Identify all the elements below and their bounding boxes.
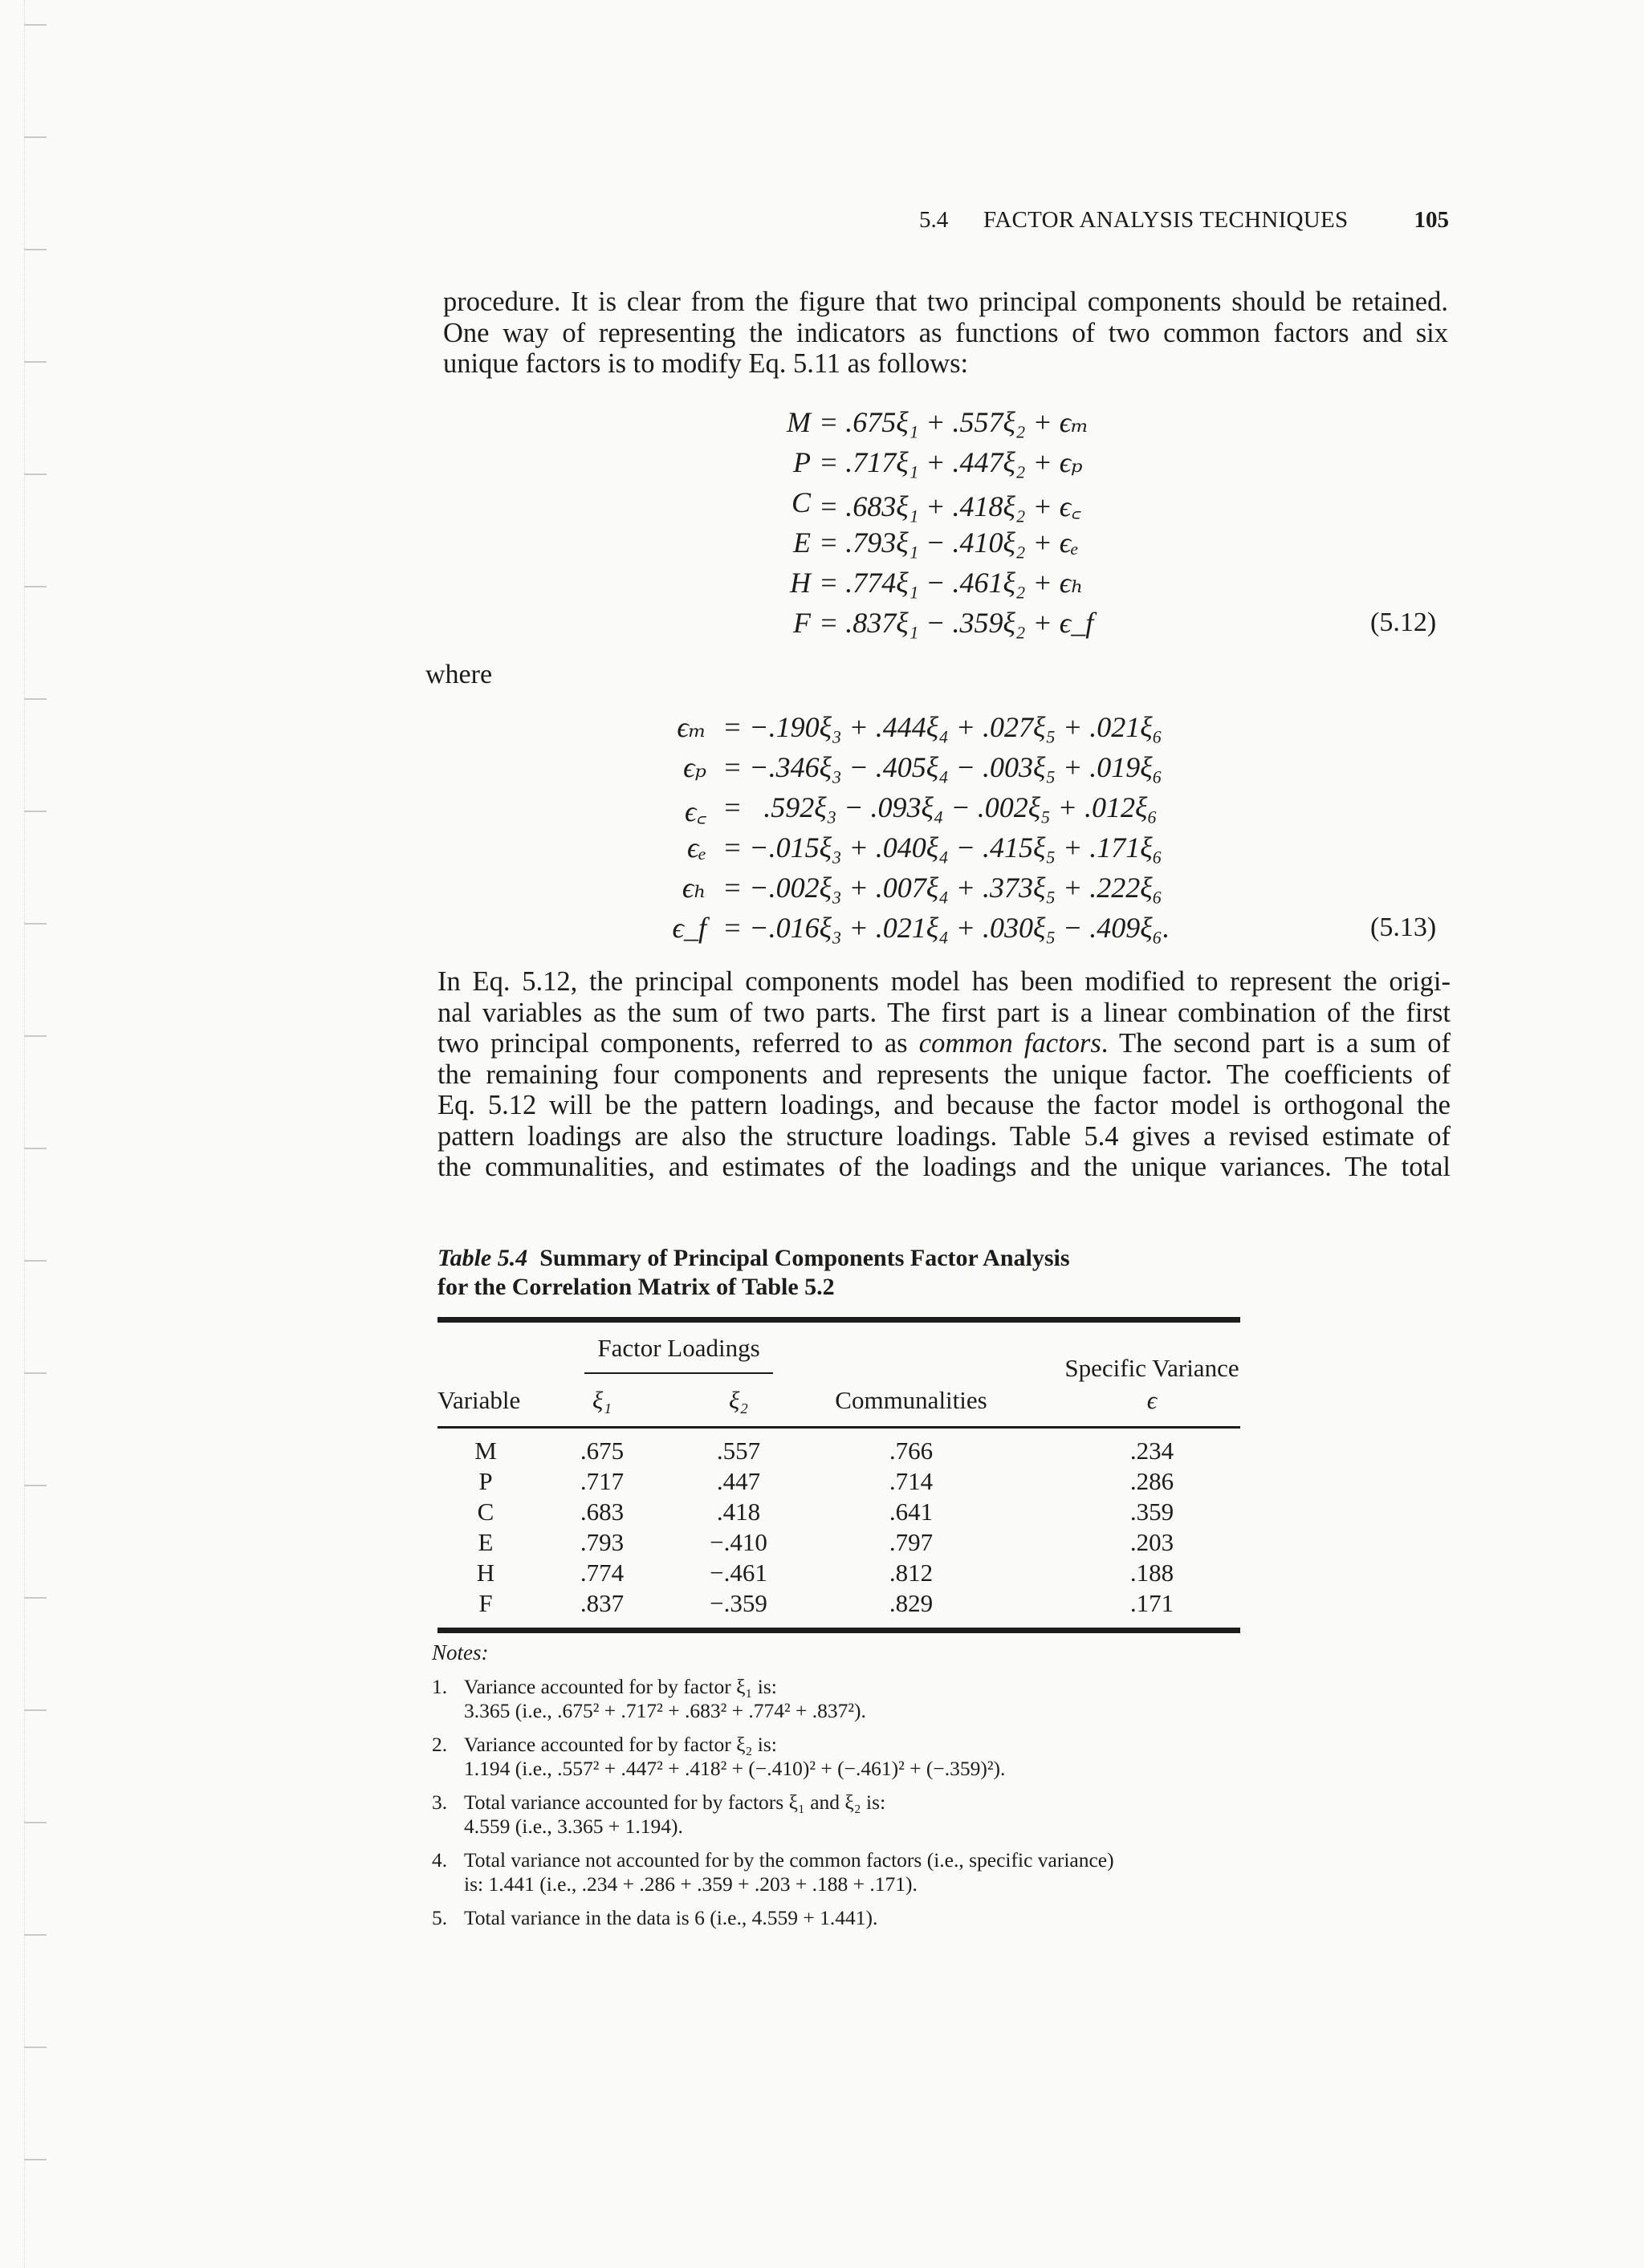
note-number: 1. (432, 1675, 448, 1698)
header-epsilon: ϵ (1146, 1386, 1158, 1414)
eq-rhs: = .837ξ₁ − .359ξ₂ + ϵ_f (819, 607, 1094, 639)
header-xi2: ξ₂ (728, 1386, 749, 1414)
cell-specific-variance: .171 (1129, 1589, 1174, 1617)
note-text: Total variance accounted for by factors ξ₁ and ξ₂ is: (464, 1790, 886, 1814)
note-text: 3.365 (i.e., .675² + .717² + .683² + .774² + .837²). (464, 1699, 866, 1722)
eq-rhs: = .774ξ₁ − .461ξ₂ + ϵₕ (819, 567, 1084, 599)
eq-rhs: = −.190ξ₃ + .444ξ₄ + .027ξ₅ + .021ξ₆ (722, 711, 1163, 743)
cell-variable: F (478, 1589, 493, 1617)
eq-lhs: ϵₚ (683, 751, 706, 783)
table-caption-line: Summary of Principal Components Factor Analysis (539, 1245, 1070, 1271)
eq-lhs: ϵ꜀ (685, 795, 706, 827)
cell-xi1: .793 (580, 1528, 625, 1556)
header-specific-variance: Specific Variance (1064, 1354, 1239, 1382)
cell-communality: .641 (889, 1498, 934, 1526)
eq-lhs: C (791, 486, 811, 518)
note-text: is: 1.441 (i.e., .234 + .286 + .359 + .203 + .188 + .171). (464, 1872, 918, 1896)
cell-communality: .714 (889, 1467, 934, 1495)
text-line: the remaining four components and represents the unique factor. The coefficients of (437, 1059, 1451, 1090)
note-text: Total variance not accounted for by the common factors (i.e., specific variance) (464, 1848, 1114, 1872)
equation-number: (5.13) (1370, 912, 1437, 942)
eq-rhs: = −.346ξ₃ − .405ξ₄ − .003ξ₅ + .019ξ₆ (722, 751, 1163, 783)
eq-rhs: = .683ξ₁ + .418ξ₂ + ϵ꜀ (819, 490, 1081, 522)
cell-specific-variance: .359 (1129, 1498, 1174, 1526)
text-line: Eq. 5.12 will be the pattern loadings, and because the factor model is orthogonal the (437, 1090, 1451, 1120)
cell-xi2: −.461 (710, 1559, 767, 1587)
cell-communality: .829 (889, 1589, 934, 1617)
cell-xi2: .447 (716, 1467, 761, 1495)
text-line: In Eq. 5.12, the principal components model has been modified to represent the origi- (437, 966, 1451, 997)
note-text: 1.194 (i.e., .557² + .447² + .418² + (−.410)² + (−.461)² + (−.359)²). (464, 1757, 1006, 1780)
cell-variable: E (478, 1528, 494, 1556)
cell-variable: P (478, 1467, 493, 1495)
cell-xi2: −.410 (710, 1528, 767, 1556)
note-number: 4. (432, 1848, 448, 1872)
cell-specific-variance: .234 (1129, 1437, 1174, 1465)
header-title: FACTOR ANALYSIS TECHNIQUES (983, 207, 1349, 233)
note-number: 3. (432, 1790, 448, 1814)
cell-variable: M (474, 1437, 497, 1465)
cell-specific-variance: .188 (1129, 1559, 1174, 1587)
eq-lhs: ϵ_f (672, 912, 706, 944)
text-line: One way of representing the indicators as functions of two common factors and six (443, 317, 1448, 348)
eq-rhs: = .793ξ₁ − .410ξ₂ + ϵₑ (819, 526, 1079, 559)
eq-lhs: ϵₕ (682, 872, 706, 904)
eq-lhs: ϵₘ (677, 711, 706, 743)
note-text: Total variance in the data is 6 (i.e., 4.559 + 1.441). (464, 1906, 878, 1929)
header-variable: Variable (437, 1386, 521, 1414)
cell-communality: .812 (889, 1559, 934, 1587)
text-line: nal variables as the sum of two parts. The first part is a linear combination of the first (437, 997, 1451, 1028)
header-communalities: Communalities (835, 1386, 987, 1414)
eq-rhs: = −.016ξ₃ + .021ξ₄ + .030ξ₅ − .409ξ₆. (722, 912, 1170, 944)
text-line: unique factors is to modify Eq. 5.11 as follows: (443, 348, 969, 379)
eq-lhs: E (793, 526, 811, 559)
text-line: two principal components, referred to as common factors. The second part is a sum of (437, 1028, 1451, 1059)
cell-variable: H (476, 1559, 495, 1587)
note-number: 2. (432, 1733, 448, 1756)
eq-lhs: P (793, 446, 811, 478)
eq-rhs: = .717ξ₁ + .447ξ₂ + ϵₚ (819, 446, 1083, 478)
cell-communality: .797 (889, 1528, 934, 1556)
table-caption-line: for the Correlation Matrix of Table 5.2 (437, 1274, 835, 1300)
cell-xi1: .837 (580, 1589, 625, 1617)
cell-xi1: .675 (580, 1437, 625, 1465)
cell-xi1: .717 (580, 1467, 625, 1495)
emphasis: common factors (918, 1028, 1101, 1059)
equation-number: (5.12) (1370, 608, 1437, 637)
eq-lhs: ϵₑ (687, 831, 706, 864)
note-text: Variance accounted for by factor ξ₁ is: (464, 1675, 777, 1698)
notes-title: Notes: (432, 1640, 489, 1664)
eq-rhs: = −.002ξ₃ + .007ξ₄ + .373ξ₅ + .222ξ₆ (722, 872, 1163, 904)
text-line: pattern loadings are also the structure loadings. Table 5.4 gives a revised estimate of (437, 1120, 1451, 1152)
page-number: 105 (1414, 207, 1449, 233)
header-xi1: ξ₁ (592, 1386, 612, 1414)
cell-xi2: .418 (716, 1498, 761, 1526)
text-line: procedure. It is clear from the figure that two principal components should be retained. (443, 287, 1448, 317)
cell-variable: C (477, 1498, 494, 1526)
cell-specific-variance: .286 (1129, 1467, 1174, 1495)
cell-communality: .766 (889, 1437, 934, 1465)
table-number: Table 5.4 (437, 1245, 528, 1271)
where-label: where (425, 660, 493, 689)
note-text: Variance accounted for by factor ξ₂ is: (464, 1733, 777, 1756)
eq-lhs: H (790, 567, 811, 599)
eq-lhs: M (787, 406, 811, 438)
header-section-number: 5.4 (919, 207, 949, 233)
cell-specific-variance: .203 (1129, 1528, 1174, 1556)
eq-rhs: = .592ξ₃ − .093ξ₄ − .002ξ₅ + .012ξ₆ (722, 791, 1158, 823)
cell-xi2: .557 (716, 1437, 761, 1465)
note-text: 4.559 (i.e., 3.365 + 1.194). (464, 1815, 683, 1838)
cell-xi2: −.359 (710, 1589, 767, 1617)
eq-rhs: = .675ξ₁ + .557ξ₂ + ϵₘ (819, 406, 1089, 438)
text-line: the communalities, and estimates of the loadings and the unique variances. The total (437, 1152, 1451, 1182)
group-header-factor-loadings: Factor Loadings (597, 1334, 760, 1362)
cell-xi1: .683 (580, 1498, 625, 1526)
eq-rhs: = −.015ξ₃ + .040ξ₄ − .415ξ₅ + .171ξ₆ (722, 831, 1163, 864)
cell-xi1: .774 (580, 1559, 625, 1587)
note-number: 5. (432, 1906, 448, 1929)
eq-lhs: F (793, 607, 811, 639)
